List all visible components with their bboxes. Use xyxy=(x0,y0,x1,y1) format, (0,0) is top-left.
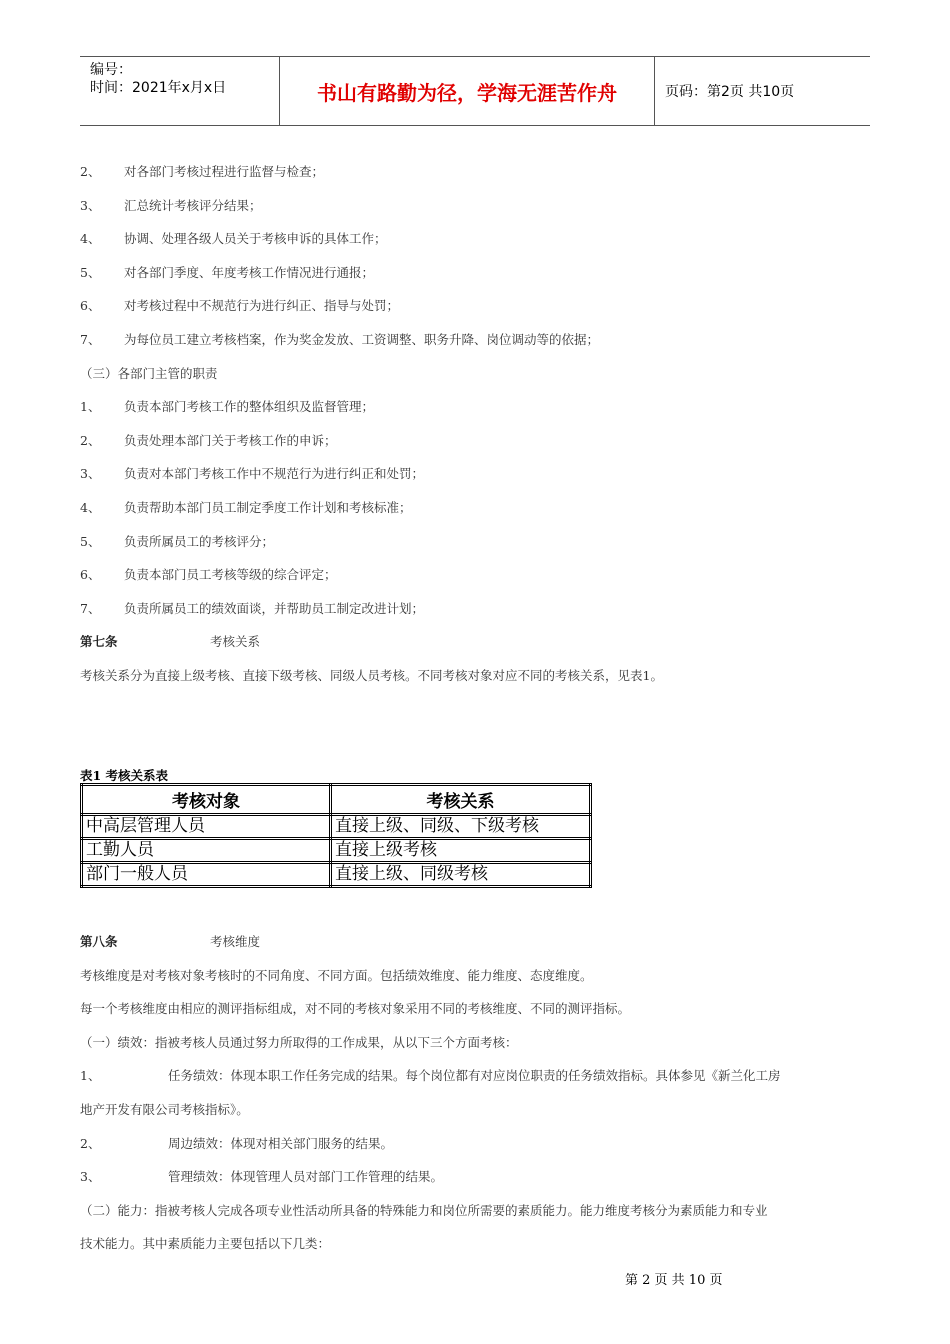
list-number: 2、 xyxy=(80,164,101,179)
list-item: 1、 任务绩效：体现本职工作任务完成的结果。每个岗位都有对应岗位职责的任务绩效指标。具体参见《新兰化工房 xyxy=(80,1068,781,1084)
table-row xyxy=(82,839,591,863)
list-item xyxy=(80,429,870,463)
list-item xyxy=(80,563,870,597)
article-8-heading xyxy=(80,930,870,964)
list-number: 3、 xyxy=(80,197,101,213)
list-text: 对考核过程中不规范行为进行纠正、指导与处罚； xyxy=(124,298,400,314)
table-header-cell: 考核对象 xyxy=(82,785,331,815)
list-number: 5、 xyxy=(80,264,101,280)
body-section-1 xyxy=(80,160,870,698)
list-text: 为每位员工建立考核档案，作为奖金发放、工资调整、职务升降、岗位调动等的依据； xyxy=(124,331,600,347)
table-row xyxy=(82,815,591,839)
list-number: 2、 xyxy=(80,432,101,448)
list-item xyxy=(80,395,870,429)
subheading-3: （三）各部门主管的职责 xyxy=(80,365,218,381)
list-item xyxy=(80,194,870,228)
article-title: 考核关系 xyxy=(210,634,261,650)
list-text: 负责对本部门考核工作中不规范行为进行纠正和处罚； xyxy=(124,466,425,482)
list-text: 对各部门季度、年度考核工作情况进行通报； xyxy=(124,264,375,280)
page-header xyxy=(80,56,870,126)
list-text: 协调、处理各级人员关于考核申诉的具体工作； xyxy=(124,231,387,247)
paragraph: 每一个考核维度由相应的测评指标组成，对不同的考核对象采用不同的考核维度、不同的测评指标。 xyxy=(80,1001,631,1017)
list-text: 负责所属员工的绩效面谈，并帮助员工制定改进计划； xyxy=(124,600,425,616)
list-text: 负责所属员工的考核评分； xyxy=(124,533,275,549)
list-item: 2、 周边绩效：体现对相关部门服务的结果。 xyxy=(80,1135,394,1151)
table-cell: 直接上级、同级考核 xyxy=(331,863,591,887)
table-header-row xyxy=(82,785,591,815)
list-number: 3、 xyxy=(80,466,101,482)
table-cell: 工勤人员 xyxy=(82,839,331,863)
page-footer: 第 2 页 共 10 页 xyxy=(625,1273,723,1288)
header-page-label: 页码：第2页 共10页 xyxy=(665,84,795,100)
table-cell: 中高层管理人员 xyxy=(82,815,331,839)
table-header-cell: 考核关系 xyxy=(331,785,591,815)
list-item xyxy=(80,496,870,530)
list-number: 6、 xyxy=(80,298,101,314)
list-item xyxy=(80,294,870,328)
header-meta xyxy=(80,57,280,125)
paragraph-continuation: 地产开发有限公司考核指标》。 xyxy=(80,1101,249,1117)
list-text: 负责帮助本部门员工制定季度工作计划和考核标准； xyxy=(124,499,412,515)
paragraph-continuation: 技术能力。其中素质能力主要包括以下几类： xyxy=(80,1236,331,1252)
list-number: 4、 xyxy=(80,499,101,515)
number-label: 编号： xyxy=(90,62,132,78)
header-motto: 书山有路勤为径，学海无涯苦作舟 xyxy=(280,57,655,125)
list-number: 4、 xyxy=(80,231,101,247)
list-item xyxy=(80,160,870,194)
list-item xyxy=(80,227,870,261)
article-label: 第八条 xyxy=(80,934,118,949)
list-number: 1、 xyxy=(80,399,101,415)
list-item: 3、 管理绩效：体现管理人员对部门工作管理的结果。 xyxy=(80,1169,444,1185)
list-text: 负责处理本部门关于考核工作的申诉； xyxy=(124,432,337,448)
paragraph: 考核维度是对考核对象考核时的不同角度、不同方面。包括绩效维度、能力维度、态度维度。 xyxy=(80,967,593,983)
list-text: 对各部门考核过程进行监督与检查； xyxy=(124,164,325,179)
paragraph: （二）能力：指被考核人完成各项专业性活动所具备的特殊能力和岗位所需要的素质能力。能力维度考核分为素质能力和专业 xyxy=(80,1202,768,1218)
table-caption: 表1 考核关系表 xyxy=(80,768,169,783)
relation-table xyxy=(80,783,592,888)
table-cell: 部门一般人员 xyxy=(82,863,331,887)
body-section-2 xyxy=(80,930,870,1266)
list-text: 负责本部门考核工作的整体组织及监督管理； xyxy=(124,399,375,415)
list-number: 5、 xyxy=(80,533,101,549)
list-item xyxy=(80,261,870,295)
article-label: 第七条 xyxy=(80,634,118,650)
list-text: 汇总统计考核评分结果； xyxy=(124,197,262,213)
list-item xyxy=(80,462,870,496)
list-number: 6、 xyxy=(80,567,101,583)
table-row xyxy=(82,863,591,887)
list-number: 7、 xyxy=(80,331,101,347)
article-title: 考核维度 xyxy=(210,934,261,949)
list-text: 负责本部门员工考核等级的综合评定； xyxy=(124,567,337,583)
table-cell: 直接上级考核 xyxy=(331,839,591,863)
list-item xyxy=(80,530,870,564)
time-label: 时间：2021年x月x日 xyxy=(90,80,227,96)
article-7-body: 考核关系分为直接上级考核、直接下级考核、同级人员考核。不同考核对象对应不同的考核关系，见表1。 xyxy=(80,667,663,683)
list-number: 7、 xyxy=(80,600,101,616)
article-7-heading xyxy=(80,630,870,664)
table-cell: 直接上级、同级、下级考核 xyxy=(331,815,591,839)
list-item xyxy=(80,597,870,631)
paragraph: （一）绩效：指被考核人员通过努力所取得的工作成果，从以下三个方面考核： xyxy=(80,1034,518,1050)
list-item xyxy=(80,328,870,362)
